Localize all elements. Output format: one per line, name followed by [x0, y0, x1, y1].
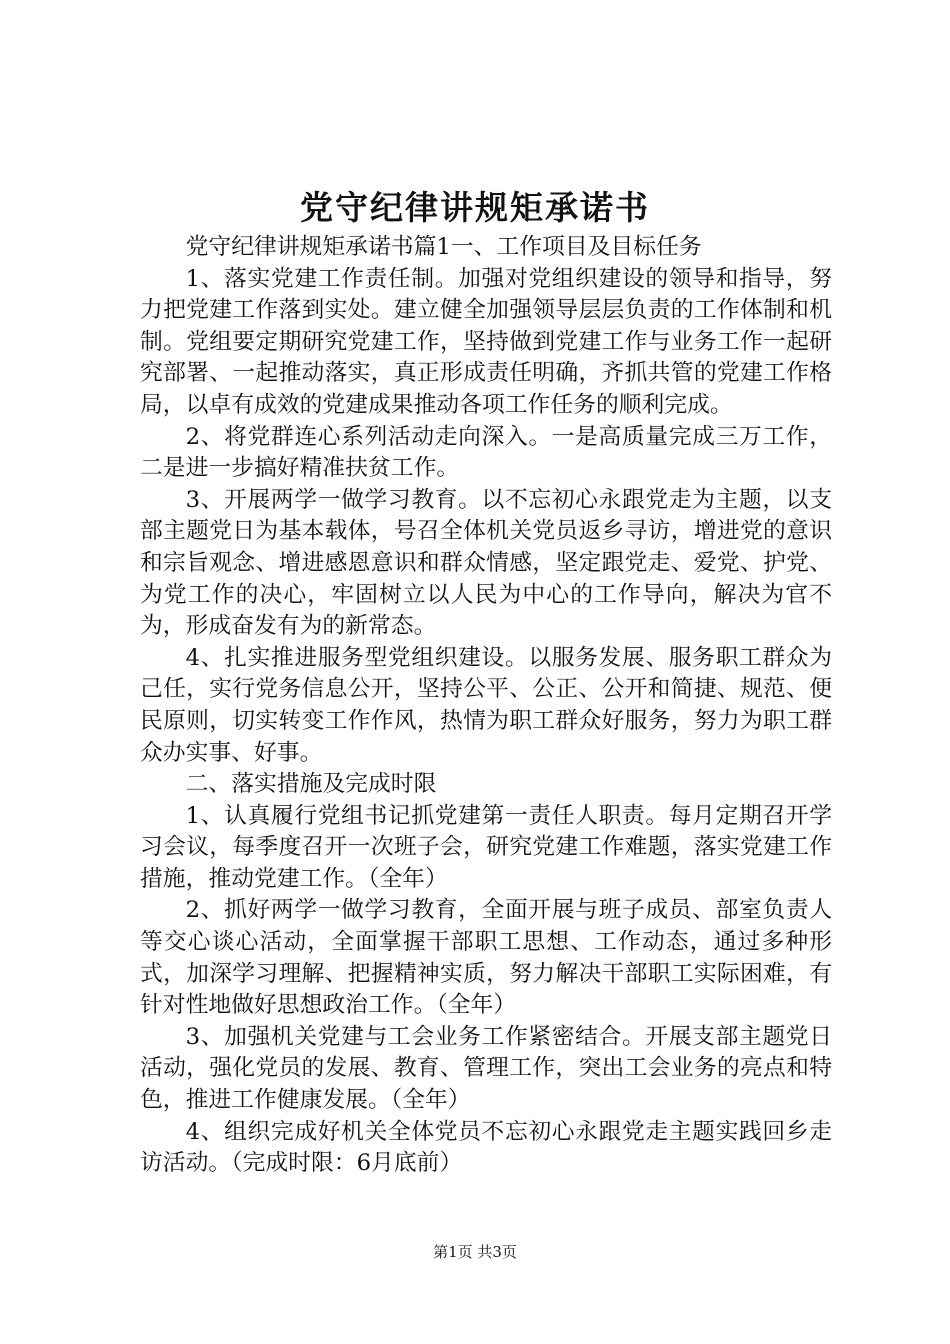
document-title: 党守纪律讲规矩承诺书	[300, 188, 650, 227]
paragraph-item-3: 3、开展两学一做学习教育。以不忘初心永跟党走为主题，以支部主题党日为基本载体，号召全体机关党员返乡寻访，增进党的意识和宗旨观念、增进感恩意识和群众情感，坚定跟党走、爱党、护党、为党工作的决心，牢固树立以人民为中心的工作导向，解决为官不为，形成奋发有为的新常态。	[140, 486, 832, 640]
paragraph-measure-2: 2、抓好两学一做学习教育，全面开展与班子成员、部室负责人等交心谈心活动，全面掌握干部职工思想、工作动态，通过多种形式，加深学习理解、把握精神实质，努力解决干部职工实际困难，有针对性地做好思想政治工作。（全年）	[140, 897, 832, 1019]
paragraph-measure-1: 1、认真履行党组书记抓党建第一责任人职责。每月定期召开学习会议，每季度召开一次班子会，研究党建工作难题，落实党建工作措施，推动党建工作。（全年）	[140, 802, 832, 892]
paragraph-intro: 党守纪律讲规矩承诺书篇1一、工作项目及目标任务	[185, 234, 702, 260]
paragraph-measure-3: 3、加强机关党建与工会业务工作紧密结合。开展支部主题党日活动，强化党员的发展、教育、管理工作，突出工会业务的亮点和特色，推进工作健康发展。（全年）	[140, 1023, 832, 1114]
document-body	[140, 232, 832, 1180]
paragraph-item-2: 2、将党群连心系列活动走向深入。一是高质量完成三万工作，二是进一步搞好精准扶贫工作。	[140, 423, 832, 482]
paragraph-item-1: 1、落实党建工作责任制。加强对党组织建设的领导和指导，努力把党建工作落到实处。建立健全加强领导层层负责的工作体制和机制。党组要定期研究党建工作，坚持做到党建工作与业务工作一起研究部署、一起推动落实，真正形成责任明确，齐抓共管的党建工作格局，以卓有成效的党建成果推动各项工作任务的顺利完成。	[140, 265, 832, 418]
page-indicator: 第1页 共3页	[433, 1243, 517, 1261]
paragraph-item-4: 4、扎实推进服务型党组织建设。以服务发展、服务职工群众为己任，实行党务信息公开，坚持公平、公正、公开和简捷、规范、便民原则，切实转变工作作风，热情为职工群众好服务，努力为职工群众办实事、好事。	[140, 644, 832, 766]
section-heading-measures: 二、落实措施及完成时限	[185, 771, 437, 798]
paragraph-measure-4: 4、组织完成好机关全体党员不忘初心永跟党走主题实践回乡走访活动。（完成时限：6月底前）	[140, 1118, 832, 1177]
